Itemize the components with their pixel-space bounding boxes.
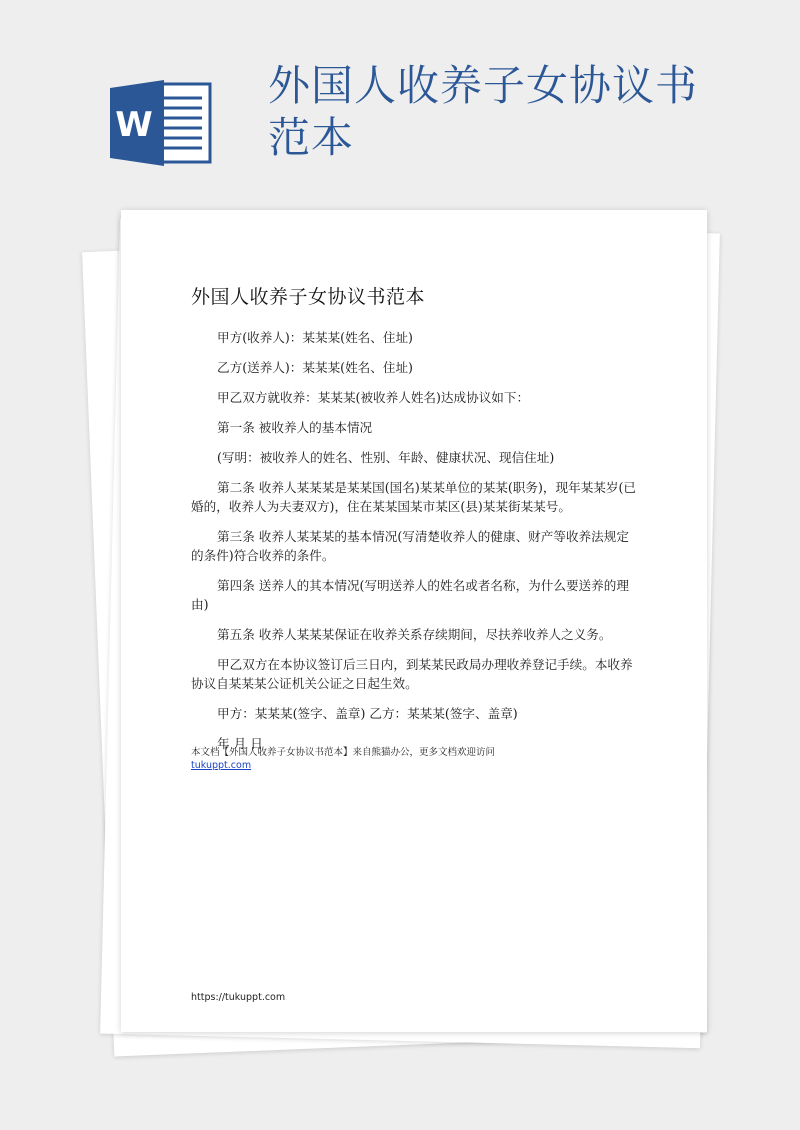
page-title: 外国人收养子女协议书范本 <box>268 61 699 162</box>
source-note <box>191 746 495 772</box>
document-heading: 外国人收养子女协议书范本 <box>191 286 426 308</box>
paragraph: 甲乙双方就收养：某某某(被收养人姓名)达成协议如下： <box>217 390 530 405</box>
paragraph: 甲方(收养人)：某某某(姓名、住址) <box>217 330 413 345</box>
document-body <box>191 328 641 764</box>
paragraph: (写明：被收养人的姓名、性别、年龄、健康状况、现信住址) <box>217 450 555 465</box>
paragraph: 甲乙双方在本协议签订后三日内，到某某民政局办理收养登记手续。本收养协议自某某某公证机关公证之日起生效。 <box>191 657 633 691</box>
footer-url[interactable]: https://tukuppt.com <box>191 992 286 1003</box>
paragraph: 第一条 被收养人的基本情况 <box>217 420 373 435</box>
paragraph: 乙方(送养人)：某某某(姓名、住址) <box>217 360 413 375</box>
paragraph: 年 月 日 <box>217 736 263 751</box>
word-logo-letter: W <box>115 105 153 145</box>
word-doc-icon <box>110 78 214 168</box>
paragraph: 第四条 送养人的其本情况(写明送养人的姓名或者名称，为什么要送养的理由) <box>191 578 629 612</box>
source-note-text: 本文档【外国人收养子女协议书范本】来自熊猫办公，更多文档欢迎访问 <box>191 747 496 758</box>
paragraph: 甲方：某某某(签字、盖章) 乙方：某某某(签字、盖章) <box>217 706 518 721</box>
paragraph: 第五条 收养人某某某保证在收养关系存续期间，尽扶养收养人之义务。 <box>217 627 612 642</box>
paragraph: 第三条 收养人某某某的基本情况(写清楚收养人的健康、财产等收养法规定的条件)符合收养的条件。 <box>191 529 629 563</box>
document-page <box>121 210 707 1032</box>
source-link[interactable]: tukuppt.com <box>191 760 252 771</box>
paragraph: 第二条 收养人某某某是某某国(国名)某某单位的某某(职务)，现年某某岁(已婚的，收养人为夫妻双方)，住在某某国某市某区(县)某某街某某号。 <box>191 480 636 514</box>
